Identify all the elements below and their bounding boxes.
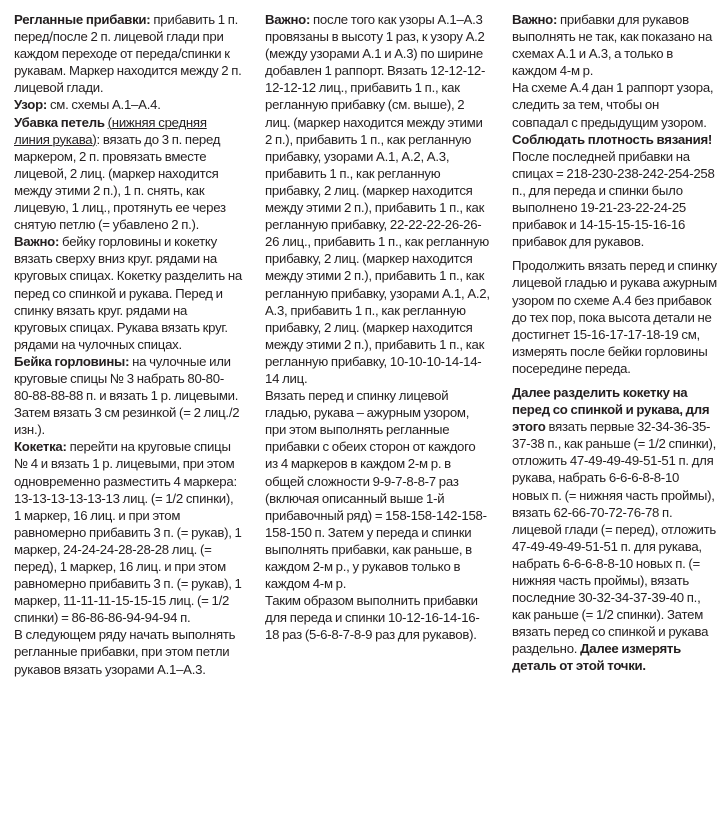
text-column-3: [512, 11, 718, 675]
paragraph-neckband: Бейка горловины: на чулочные или круговые спицы № 3 набрать 80-80-80-88-88-88 п. и вязать 1 р. лицевыми. Затем вязать 3 см резинкой (= 2 лиц./2 изн.).: [14, 353, 240, 438]
paragraph-after-last-increase: После последней прибавки на спицах = 218-230-238-242-254-258 п., для переда и спинки было выполнено 19-21-23-22-24-25 прибавок и 14-15-15-15-16-16 прибавок для рукавов.: [512, 148, 715, 250]
gauge-warning: Соблюдать плотность вязания!: [512, 131, 713, 147]
measure-note: Далее измерять деталь от этой точки.: [512, 641, 681, 674]
paragraph-increase-summary: Таким образом выполнить прибавки для переда и спинки 10-12-16-14-16-18 раз (5-6-8-7-8-9 раз для рукавов).: [265, 593, 480, 643]
heading-important: Важно:: [265, 12, 311, 27]
paragraph-body-knitting: Вязать перед и спинку лицевой гладью, рукава – ажурным узором, при этом выполнять регланные прибавки с обеих сторон от каждого из 4 маркеров в каждом 2-м р. в общей сложности 9-9-7-8-8-7 раз (включая описанный выше 1-й прибавочный ряд) = 158-158-142-158-158-150 п. Затем у переда и спинки выполнять прибавки, как раньше, в каждом 2-м р., у рукавов только в каждом 4-м р.: [265, 388, 487, 592]
paragraph-important-3: Важно: прибавки для рукавов выполнять не так, как показано на схемах А.1 и А.3, а только в каждом 4-м р.: [512, 12, 713, 79]
heading-pattern: Узор:: [14, 97, 48, 113]
paragraph-next-row: В следующем ряду начать выполнять регланные прибавки, при этом петли рукавов вязать узорами А.1–А.3.: [14, 627, 236, 677]
paragraph-important-2: Важно: после того как узоры А.1–А.3 провязаны в высоту 1 раз, к узору А.2 (между узорами А.1 и А.3) по ширине добавлен 1 раппорт. Вязать 12-12-12-12-12-12 лиц., прибавить 1 п., как регланную прибавку (см. выше), 2 лиц. (маркер находится между этими 2 п.), прибавить 1 п., как регланную прибавку, узорами А.1, А.2, А.3, прибавить 1 п., как регланную прибавку, 2 лиц. (маркер находится между этими 2 п.), прибавить 1 п., как регланную прибавку, 22-22-22-26-26-26 лиц., прибавить 1 п., как регланную прибавку, 2 лиц. (маркер находится между этими 2 п.), прибавить 1 п., как регланную прибавку, узорами А.1, А.2, А.3, прибавить 1 п., как регланную прибавку, 2 лиц. (маркер находится между этими 2 п.), прибавить 1 п., как регланную прибавку, 10-10-10-14-14-14 лиц.: [265, 12, 490, 386]
paragraph-divide-yoke: Далее разделить кокетку на перед со спинкой и рукава, для этого вязать первые 32-34-36-35-37-38 п., как раньше (= 1/2 спинки), отложить 47-49-49-49-51-51 п. для рукава, набрать 6-6-6-8-8-10 новых п. (= нижняя часть проймы), вязать 62-66-70-72-76-78 п. лицевой глади (= перед), отложить 47-49-49-49-51-51 п. для рукава, набрать 6-6-6-8-8-10 новых п. (= нижняя часть проймы), вязать последние 30-32-34-37-39-40 п., как раньше (= 1/2 спинки). Затем вязать перед со спинкой и рукава раздельно. Далее измерять деталь от этой точки.: [512, 384, 717, 674]
heading-raglan-increases: Регланные прибавки:: [14, 12, 151, 27]
heading-divide-yoke: Далее разделить кокетку на перед со спинкой и рукава, для этого: [512, 384, 710, 435]
heading-important: Важно:: [512, 12, 558, 27]
paragraph-pattern: Узор: см. схемы А.1–А.4.: [14, 97, 161, 113]
paragraph-decrease: Убавка петель (нижняя средняя линия рукава): вязать до 3 п. перед маркером, 2 п. провязать вместе лицевой, 2 лиц. (маркер находится между этими 2 п.), 1 п. снять, как лицевую, 1 лиц., протянуть ее через снятую петлю (= убавлено 2 п.).: [14, 114, 226, 233]
heading-decrease: Убавка петель: [14, 114, 105, 130]
text-column-1: [14, 11, 242, 678]
heading-neckband: Бейка горловины:: [14, 353, 130, 369]
paragraph-yoke: Кокетка: перейти на круговые спицы № 4 и вязать 1 р. лицевыми, при этом одновременно разместить 4 маркера: 13-13-13-13-13-13 лиц. (= 1/2 спинки), 1 маркер, 16 лиц. и при этом равномерно прибавить 3 п. (= рукав), 1 маркер, 24-24-24-28-28-28 лиц. (= перед), 1 маркер, 16 лиц. и при этом равномерно прибавить 3 п. (= рукав), 1 маркер, 11-11-11-15-15-15 лиц. (= 1/2 спинки) = 86-86-86-94-94-94 п.: [14, 439, 242, 626]
paragraph-chart-a4: На схеме А.4 дан 1 раппорт узора, следить за тем, чтобы он совпадал с предыдущим узором. Соблюдать плотность вязания!: [512, 80, 714, 147]
paragraph-raglan-increases: Регланные прибавки: прибавить 1 п. перед/после 2 п. лицевой глади при каждом переходе от переда/спинки к рукавам. Маркер находится между 2 п. лицевой глади.: [14, 12, 242, 96]
paragraph-continue: Продолжить вязать перед и спинку лицевой гладью и рукава ажурным узором по схеме А.4 без прибавок до тех пор, пока высота детали не достигнет 15-16-17-17-18-19 см, измерять после бейки горловины посередине переда.: [512, 258, 717, 376]
heading-yoke: Кокетка:: [14, 439, 67, 455]
paragraph-important-1: Важно: бейку горловины и кокетку вязать сверху вниз круг. рядами на круговых спицах. Кокетку разделить на перед со спинкой и рукава. Перед и спинку вязать круг. рядами на круговых спицах. Рукава вязать круг. рядами на чулочных спицах.: [14, 234, 242, 352]
heading-important: Важно:: [14, 234, 60, 250]
text-column-2: [265, 11, 491, 643]
